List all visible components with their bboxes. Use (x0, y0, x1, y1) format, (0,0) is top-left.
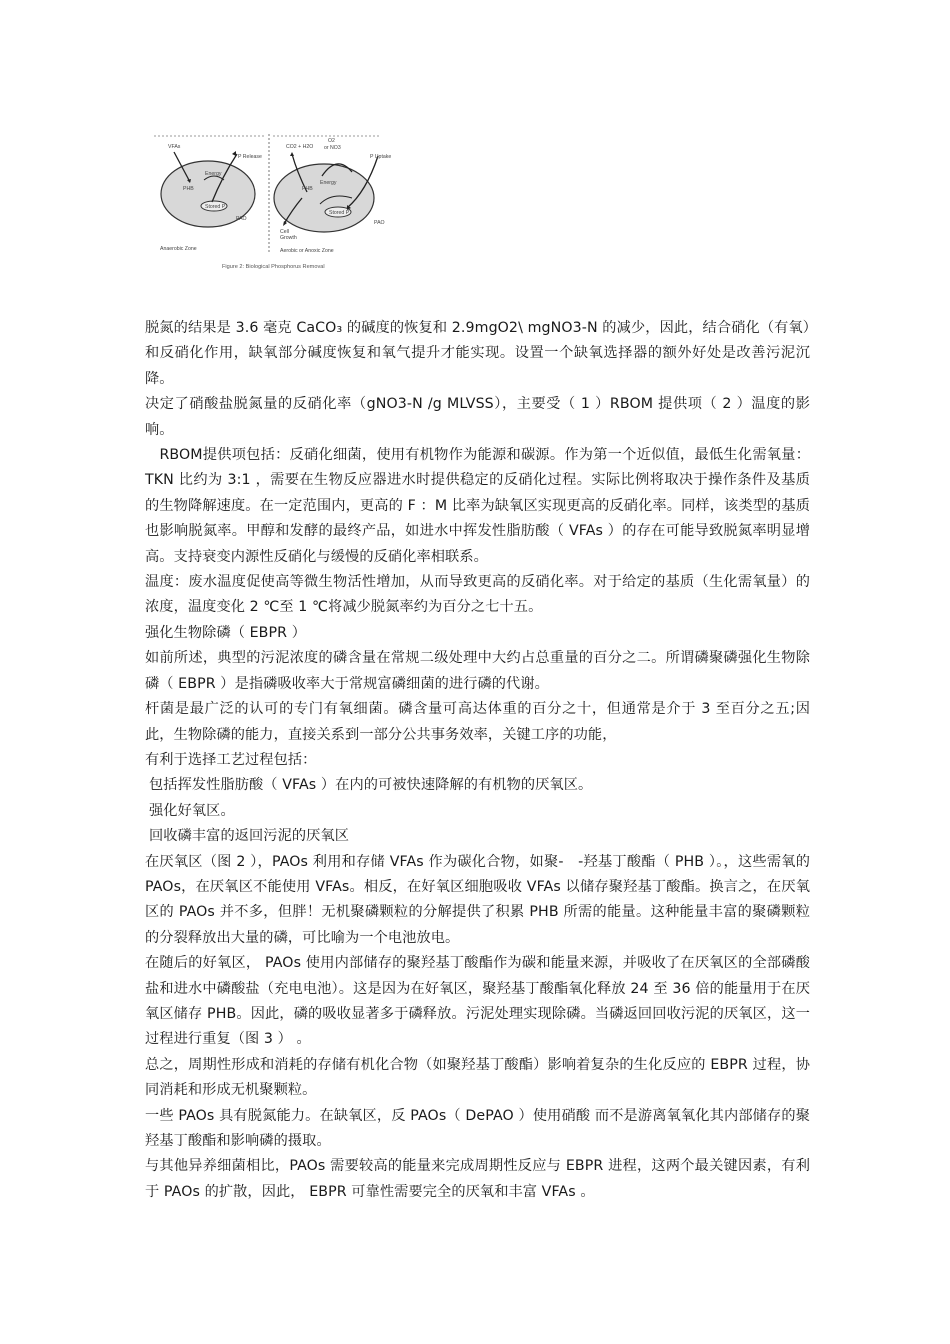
paragraph-5: 如前所述，典型的污泥浓度的磷含量在常规二级处理中大约占总重量的百分之二。所谓磷聚磷强化生物除磷（ EBPR ）是指磷吸收率大于常规富磷细菌的进行磷的代谢。 (145, 650, 810, 692)
paragraph-1: 脱氮的结果是 3.6 毫克 CaCO₃ 的碱度的恢复和 2.9mgO2\ mgNO3-N 的减少，因此，结合硝化（有氧）和反硝化作用，缺氧部分碱度恢复和氧气提升才能实现。设置一个缺氧选择器的额外好处是改善污泥沉降。 (145, 320, 810, 387)
label-anaerobic-zone: Anaerobic Zone (160, 246, 197, 252)
label-vfas: VFAs (168, 144, 181, 150)
section-heading-ebpr: 强化生物除磷（ EBPR ） (145, 624, 307, 641)
paragraph-9: 在随后的好氧区， PAOs 使用内部储存的聚羟基丁酸酯作为碳和能量来源，并吸收了在厌氧区的全部磷酸盐和进水中磷酸盐（充电电池）。这是因为在好氧区，聚羟基丁酸酯氧化释放 24 至 36 倍的能量用于在厌氧区储存 PHB。因此，磷的吸收显著多于磷释放。污泥处理实现除磷。当磷返回回收污泥的厌氧区，这一过程进行重复（图 3 ） 。 (145, 955, 810, 1048)
label-co2-h2o: CO2 + H2O (286, 144, 314, 150)
list-item-1: 包括挥发性脂肪酸（ VFAs ）在内的可被快速降解的有机物的厌氧区。 (149, 777, 593, 794)
figure-caption: Figure 2: Biological Phosphorus Removal (222, 264, 325, 270)
figure-diagram (152, 132, 392, 282)
label-pao-left: PAO (236, 216, 247, 222)
paragraph-12: 与其他异养细菌相比，PAOs 需要较高的能量来完成周期性反应与 EBPR 进程，这两个最关键因素，有利于 PAOs 的扩散，因此， EBPR 可靠性需要完全的厌氧和丰富 VFAs 。 (145, 1158, 810, 1200)
label-stored-p-left: Stored P (205, 204, 226, 210)
paragraph-7: 有利于选择工艺过程包括： (145, 751, 317, 768)
paragraph-4: 温度：废水温度促使高等微生物活性增加，从而导致更高的反硝化率。对于给定的基质（生化需氧量）的浓度，温度变化 2 ℃至 1 ℃将减少脱氮率约为百分之七十五。 (145, 574, 810, 616)
paragraph-2: 决定了硝酸盐脱氮量的反硝化率（gNO3-N /g MLVSS），主要受（ 1 ）RBOM 提供项（ 2 ）温度的影响。 (145, 396, 810, 438)
paragraph-10: 总之，周期性形成和消耗的存储有机化合物（如聚羟基丁酸酯）影响着复杂的生化反应的 EBPR 过程，协同消耗和形成无机聚颗粒。 (145, 1056, 810, 1099)
biological-phosphorus-removal-figure (152, 132, 392, 282)
list-item-3: 回收磷丰富的返回污泥的厌氧区 (149, 828, 350, 845)
paragraph-3: RBOM提供项包括：反硝化细菌，使用有机物作为能源和碳源。作为第一个近似值，最低生化需氧量： TKN 比约为 3:1 ，需要在生物反应器进水时提供稳定的反硝化过程。实际比例将取决于操作条件及基质的生物降解速度。在一定范围内，更高的 F ：M 比率为缺氧区实现更高的反硝化率。同样，该类型的基质也影响脱氮率。甲醇和发酵的最终产品，如进水中挥发性脂肪酸（ VFAs ）的存在可能导致脱氮率明显增高。支持衰变内源性反硝化与缓慢的反硝化率相联系。 (145, 447, 810, 565)
label-phb-left: PHB (183, 186, 194, 192)
label-energy-right: Energy (320, 180, 337, 186)
label-aerobic-zone: Aerobic or Anoxic Zone (280, 248, 334, 254)
label-pao-right: PAO (374, 220, 385, 226)
label-energy-left: Energy (205, 171, 222, 177)
label-phb-right: PHB (302, 186, 313, 192)
paragraph-11: 一些 PAOs 具有脱氮能力。在缺氧区，反 PAOs（ DePAO ）使用硝酸 而不是游离氧氧化其内部储存的聚羟基丁酸酯和影响磷的摄取。 (145, 1107, 810, 1149)
paragraph-8: 在厌氧区（图 2 ），PAOs 利用和存储 VFAs 作为碳化合物，如聚- -羟基丁酸酯（ PHB ）。，这些需氧的 PAOs，在厌氧区不能使用 VFAs。相反，在好氧区细胞吸收 VFAs 以储存聚羟基丁酸酯。换言之，在厌氧区的 PAOs 并不多，但胖！无机聚磷颗粒的分解提供了积累 PHB 所需的能量。这种能量丰富的聚磷颗粒的分裂释放出大量的磷，可比喻为一个电池放电。 (145, 853, 810, 946)
label-cell: Cell (280, 229, 289, 235)
paragraph-6: 杆菌是最广泛的认可的专门有氧细菌。磷含量可高达体重的百分之十，但通常是介于 3 至百分之五;因此，生物除磷的能力，直接关系到一部分公共事务效率，关键工序的功能， (145, 701, 810, 743)
label-stored-p-right: Stored P (329, 210, 350, 216)
label-or-no3: or NO3 (324, 145, 341, 151)
list-item-2: 强化好氧区。 (149, 802, 235, 819)
label-o2: O2 (328, 138, 335, 144)
document-body (145, 316, 810, 1205)
label-growth: Growth (280, 235, 297, 241)
label-p-uptake: P Uptake (370, 154, 392, 160)
label-p-release: P Release (238, 154, 262, 160)
